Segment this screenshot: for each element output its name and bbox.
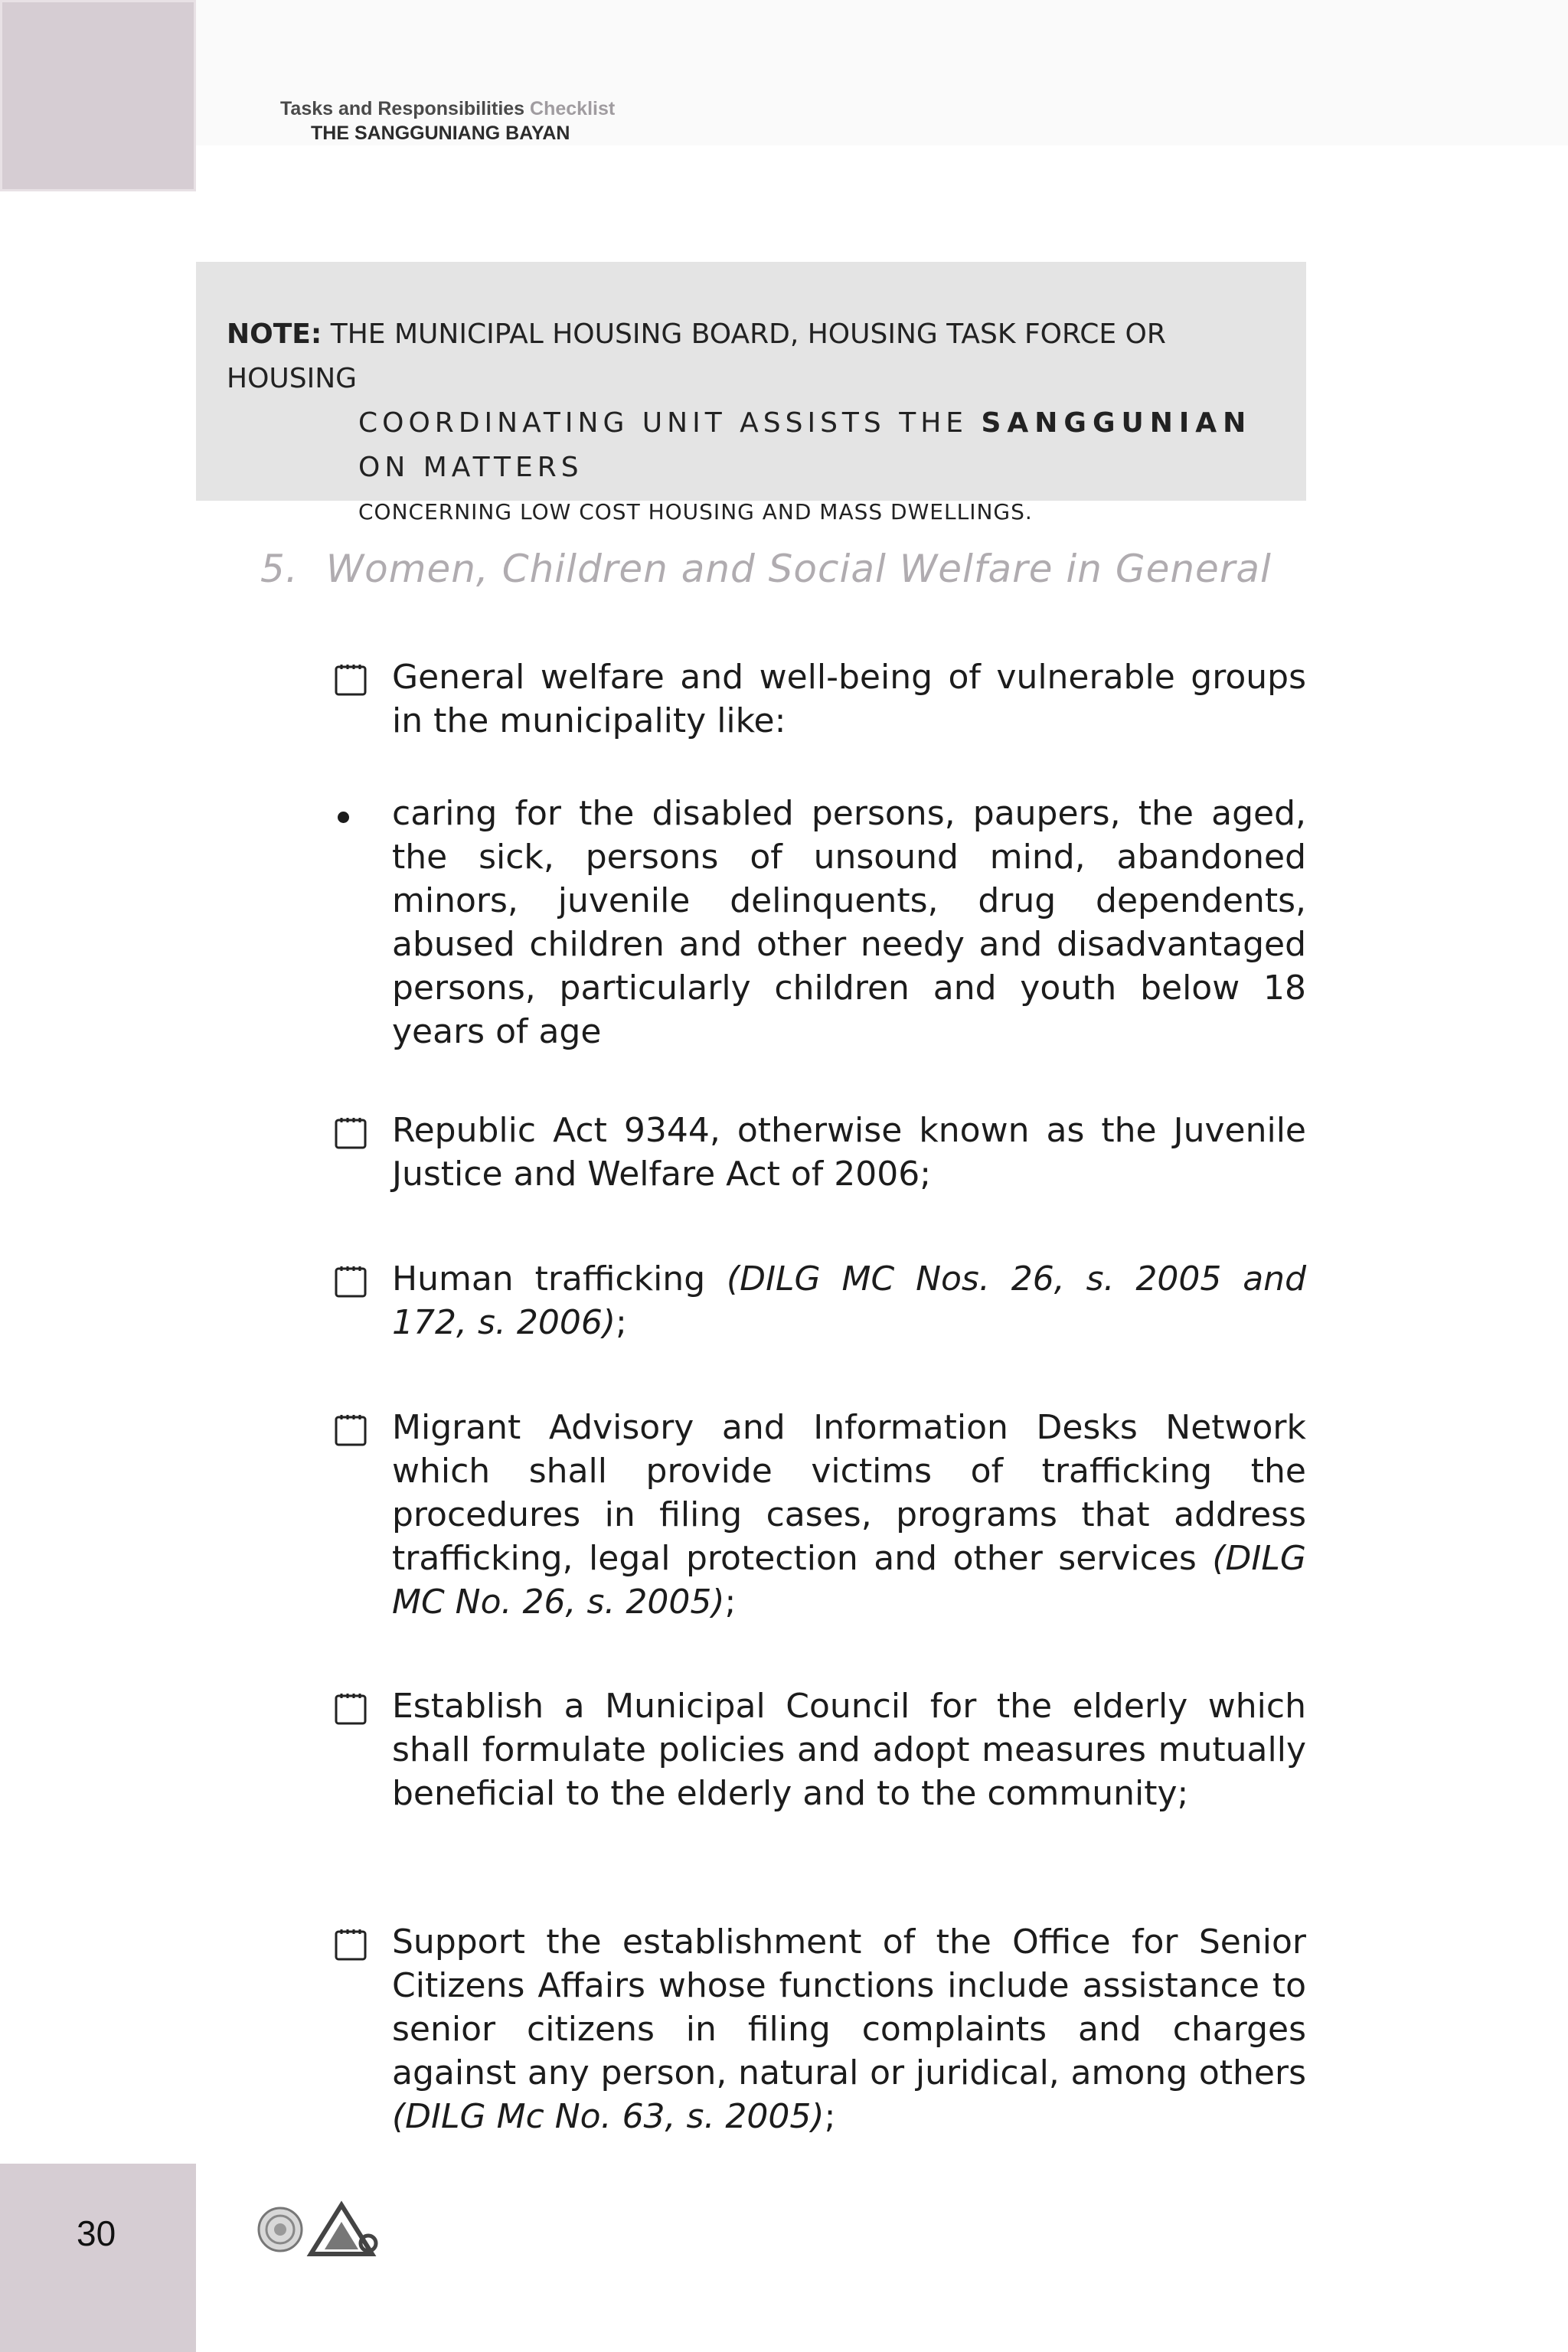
checkbox-icon[interactable] bbox=[334, 1692, 368, 1726]
section-number: 5. bbox=[260, 547, 299, 591]
checklist-item-senior-citizens-office bbox=[334, 1920, 1306, 2138]
checklist-item-welfare bbox=[334, 655, 1306, 743]
note-sanggunian: SANGGUNIAN bbox=[981, 407, 1253, 439]
checkbox-icon[interactable] bbox=[334, 1928, 368, 1962]
dilg-logo-icon bbox=[257, 2199, 387, 2260]
item-text: General welfare and well-being of vulnerable groups in the municipality like: bbox=[392, 658, 1306, 740]
note-line-3: CONCERNING LOW COST HOUSING AND MASS DWELLINGS. bbox=[358, 499, 1033, 524]
running-header bbox=[280, 96, 615, 145]
item-text: Migrant Advisory and Information Desks Network which shall provide victims of trafficking the procedures in filing cases, programs that address trafficking, legal protection and other services (DILG MC No. 26, s. 2005); bbox=[392, 1408, 1306, 1622]
header-title: Tasks and Responsibilities bbox=[280, 98, 525, 119]
checklist-item-elderly-council bbox=[334, 1684, 1306, 1815]
item-reference: (DILG MC No. 26, s. 2005) bbox=[392, 1539, 1306, 1622]
checkbox-icon[interactable] bbox=[334, 1116, 368, 1150]
item-text: Establish a Municipal Council for the elderly which shall formulate policies and adopt measures mutually beneficial to the elderly and to the community; bbox=[392, 1687, 1306, 1813]
header-subtitle: THE SANGGUNIANG BAYAN bbox=[311, 122, 570, 144]
note-line-2: COORDINATING UNIT ASSISTS THE SANGGUNIAN ON MATTERS bbox=[358, 407, 1253, 483]
checkbox-icon[interactable] bbox=[334, 1265, 368, 1298]
note-text bbox=[227, 312, 1269, 534]
bullet-text: caring for the disabled persons, paupers, the aged, the sick, persons of unsound mind, abandoned minors, juvenile delinquents, drug dependents, abused children and other needy and disadvantaged persons, particularly children and youth below 18 years of age bbox=[392, 794, 1306, 1051]
page-number: 30 bbox=[77, 2213, 116, 2253]
header-title-light: Checklist bbox=[530, 98, 616, 119]
section-title-text: Women, Children and Social Welfare in General bbox=[325, 547, 1272, 591]
item-text: Support the establishment of the Office for Senior Citizens Affairs whose functions include assistance to senior citizens in filing complaints and charges against any person, natural or juridical, among others (DILG Mc No. 63, s. 2005); bbox=[392, 1922, 1306, 2136]
item-reference: (DILG MC Nos. 26, s. 2005 and 172, s. 2006) bbox=[392, 1259, 1306, 1342]
item-reference: (DILG Mc No. 63, s. 2005) bbox=[392, 2097, 825, 2136]
bullet-dot bbox=[338, 812, 349, 823]
corner-decoration bbox=[0, 0, 196, 191]
footer-decoration bbox=[0, 2164, 196, 2352]
item-text: Republic Act 9344, otherwise known as the Juvenile Justice and Welfare Act of 2006; bbox=[392, 1111, 1306, 1194]
note-line-1: THE MUNICIPAL HOUSING BOARD, HOUSING TASK FORCE OR HOUSING bbox=[227, 318, 1166, 394]
checkbox-icon[interactable] bbox=[334, 1413, 368, 1447]
checkbox-icon[interactable] bbox=[334, 663, 368, 697]
checklist-item-migrant-desks bbox=[334, 1406, 1306, 1624]
checklist-item-trafficking bbox=[334, 1257, 1306, 1344]
note-label: NOTE: bbox=[227, 318, 322, 350]
item-text: Human trafficking (DILG MC Nos. 26, s. 2005 and 172, s. 2006); bbox=[392, 1259, 1306, 1342]
section-heading bbox=[260, 547, 1272, 591]
checklist-item-ra9344 bbox=[334, 1109, 1306, 1196]
bullet-item-caring bbox=[334, 792, 1306, 1054]
